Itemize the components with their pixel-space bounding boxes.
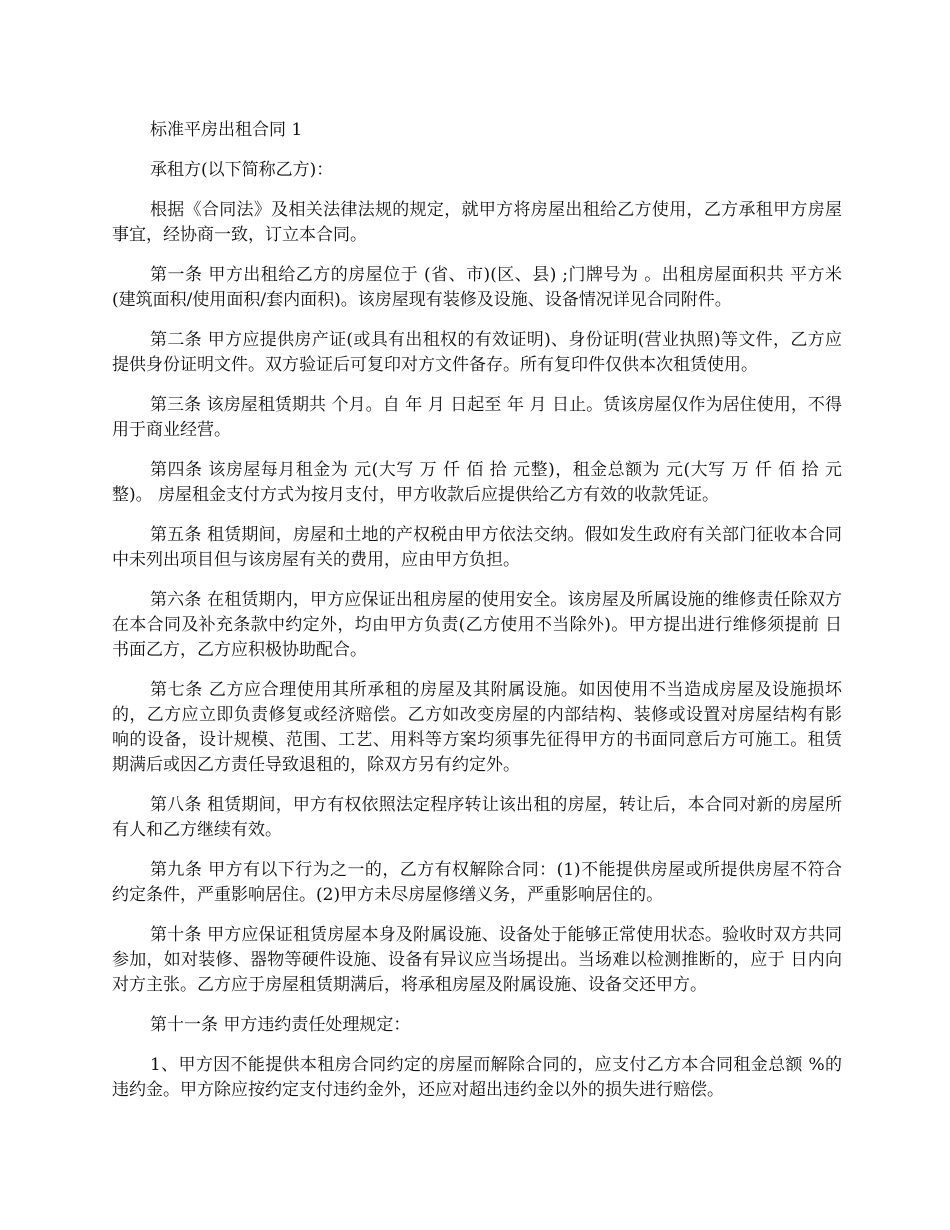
paragraph-article-5: 第五条 租赁期间，房屋和土地的产权税由甲方依法交纳。假如发生政府有关部门征收本合同中未列出项目但与该房屋有关的费用，应由甲方负担。: [112, 525, 842, 570]
paragraph-tenant: 承租方(以下简称乙方)：: [150, 160, 334, 180]
paragraph-article-8: 第八条 租赁期间，甲方有权依照法定程序转让该出租的房屋，转让后，本合同对新的房屋所有人和乙方继续有效。: [112, 795, 842, 840]
paragraph-article-9: 第九条 甲方有以下行为之一的，乙方有权解除合同：(1)不能提供房屋或所提供房屋不符合约定条件，严重影响居住。(2)甲方未尽房屋修缮义务，严重影响居住的。: [112, 860, 842, 905]
paragraph-article-1: 第一条 甲方出租给乙方的房屋位于 (省、市)(区、县) ;门牌号为 。出租房屋面积共 平方米(建筑面积/使用面积/套内面积)。该房屋现有装修及设施、设备情况详见合同附件。: [112, 265, 842, 310]
document-title: 标准平房出租合同 1: [150, 120, 303, 140]
paragraph-article-2: 第二条 甲方应提供房产证(或具有出租权的有效证明)、身份证明(营业执照)等文件，乙方应提供身份证明文件。双方验证后可复印对方文件备存。所有复印件仅供本次租赁使用。: [112, 330, 842, 375]
paragraph-article-10: 第十条 甲方应保证租赁房屋本身及附属设施、设备处于能够正常使用状态。验收时双方共同参加，如对装修、器物等硬件设施、设备有异议应当场提出。当场难以检测推断的，应于 日内向对方主张。乙方应于房屋租赁期满后，将承租房屋及附属设施、设备交还甲方。: [112, 925, 842, 995]
paragraph-article-4: 第四条 该房屋每月租金为 元(大写 万 仟 佰 拾 元整)，租金总额为 元(大写 万 仟 佰 拾 元整)。 房屋租金支付方式为按月支付，甲方收款后应提供给乙方有效的收款凭证。: [112, 460, 842, 505]
paragraph-article-3: 第三条 该房屋租赁期共 个月。自 年 月 日起至 年 月 日止。赁该房屋仅作为居住使用，不得用于商业经营。: [112, 395, 842, 440]
paragraph-article-11: 第十一条 甲方违约责任处理规定：: [150, 1015, 411, 1035]
paragraph-article-11-item-1: 1、甲方因不能提供本租房合同约定的房屋而解除合同的，应支付乙方本合同租金总额 %的违约金。甲方除应按约定支付违约金外，还应对超出违约金以外的损失进行赔偿。: [112, 1055, 842, 1100]
paragraph-article-7: 第七条 乙方应合理使用其所承租的房屋及其附属设施。如因使用不当造成房屋及设施损坏的，乙方应立即负责修复或经济赔偿。乙方如改变房屋的内部结构、装修或设置对房屋结构有影响的设备，设计规模、范围、工艺、用料等方案均须事先征得甲方的书面同意后方可施工。租赁期满后或因乙方责任导致退租的，除双方另有约定外。: [112, 680, 842, 775]
paragraph-article-6: 第六条 在租赁期内，甲方应保证出租房屋的使用安全。该房屋及所属设施的维修责任除双方在本合同及补充条款中约定外，均由甲方负责(乙方使用不当除外)。甲方提出进行维修须提前 日书面乙方，乙方应积极协助配合。: [112, 590, 842, 660]
document-page: [112, 118, 842, 1118]
paragraph-preamble: 根据《合同法》及相关法律法规的规定，就甲方将房屋出租给乙方使用，乙方承租甲方房屋事宜，经协商一致，订立本合同。: [112, 200, 842, 245]
